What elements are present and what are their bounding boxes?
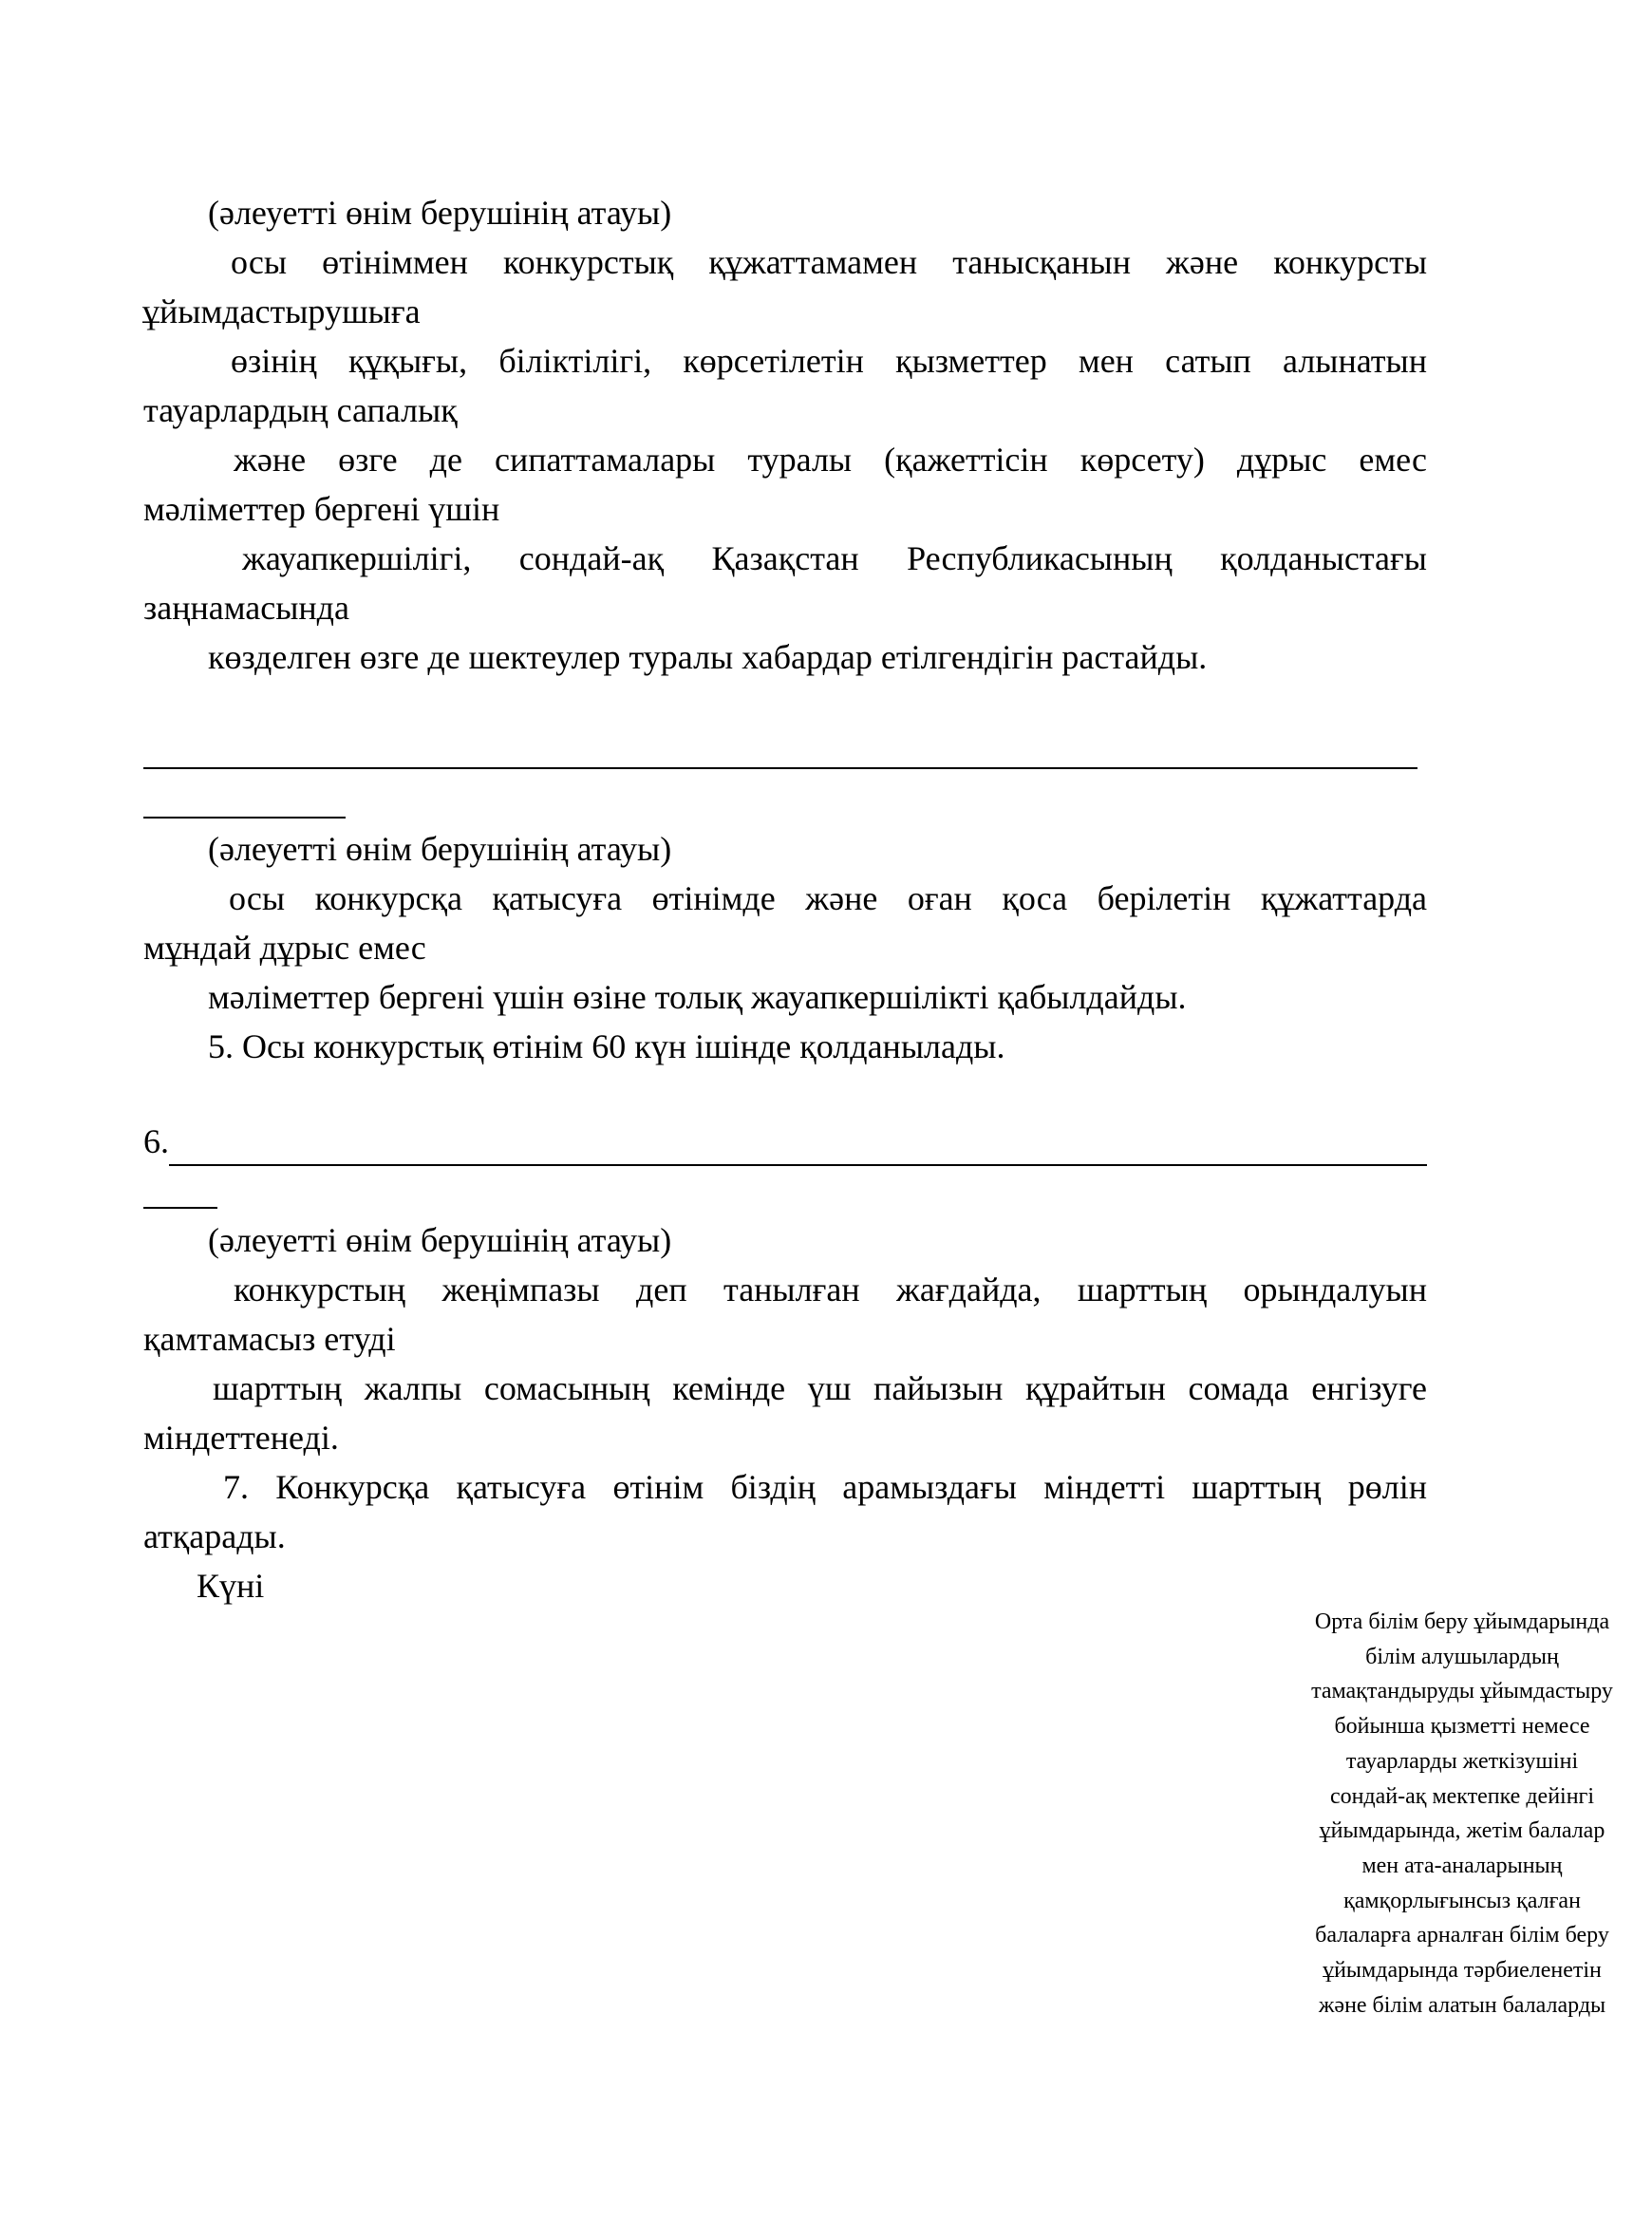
appendix-note-line: сондай-ақ мектепке дейінгі — [1329, 1783, 1595, 1809]
item-6-underline-continuation — [143, 1207, 217, 1209]
signature-underline-continuation — [143, 817, 346, 819]
paragraph-line: тауарлардың сапалық — [143, 391, 458, 429]
paragraph-line: конкурстың жеңімпазы деп танылған жағдайда, шарттың орындалуын — [234, 1270, 1427, 1308]
paragraph-line: ұйымдастырушыға — [142, 292, 421, 330]
appendix-header-note — [1272, 1605, 1652, 2023]
appendix-note-line: мен ата-аналарының — [1361, 1853, 1563, 1878]
paragraph-line: осы өтініммен конкурстық құжаттамамен танысқанын және конкурсты — [231, 243, 1427, 281]
paragraph-line: мұндай дұрыс емес — [143, 929, 426, 967]
supplier-name-caption: (әлеуетті өнім берушінің атауы) — [208, 1221, 672, 1259]
paragraph-line: жауапкершілігі, сондай-ақ Қазақстан Республикасының қолданыстағы — [242, 539, 1427, 577]
signature-underline — [143, 767, 1417, 769]
confirmation-paragraph-3 — [143, 1215, 1427, 1610]
paragraph-line: қамтамасыз етуді — [143, 1320, 396, 1358]
supplier-name-caption: (әлеуетті өнім берушінің атауы) — [208, 830, 672, 868]
item-7-continuation: атқарады. — [143, 1517, 286, 1555]
paragraph-line: осы конкурсқа қатысуға өтінімде және оған қоса берілетін құжаттарда — [229, 879, 1427, 917]
item-6-underline — [169, 1164, 1427, 1166]
date-label: Күні — [197, 1567, 265, 1605]
paragraph-line: шарттың жалпы сомасының кемінде үш пайызын құрайтын сомада енгізуге — [213, 1369, 1427, 1407]
appendix-note-line: бойынша қызметті немесе — [1334, 1714, 1590, 1740]
item-5: 5. Осы конкурстық өтінім 60 күн ішінде қолданылады. — [208, 1027, 1005, 1065]
appendix-note-line: және білім алатын балаларды — [1318, 1992, 1606, 2018]
appendix-note-line: білім алушылардың — [1365, 1644, 1559, 1669]
appendix-note-line: тауарларды жеткізушіні — [1345, 1748, 1579, 1774]
appendix-note-line: ұйымдарында тәрбиеленетін — [1323, 1958, 1602, 1984]
paragraph-line: өзінің құқығы, біліктілігі, көрсетілетін қызметтер мен сатып алынатын — [231, 342, 1427, 380]
appendix-note-line: балаларға арналған білім беру — [1315, 1923, 1609, 1948]
paragraph-line: міндеттенеді. — [143, 1419, 339, 1457]
appendix-note-line: қамқорлығынсыз қалған — [1343, 1888, 1581, 1913]
paragraph-line: заңнамасында — [143, 589, 349, 627]
appendix-note-line: Орта білім беру ұйымдарында — [1314, 1609, 1610, 1634]
appendix-note-line: тамақтандыруды ұйымдастыру — [1311, 1679, 1613, 1704]
confirmation-paragraph-1 — [143, 188, 1427, 682]
supplier-name-caption: (әлеуетті өнім берушінің атауы) — [208, 194, 672, 232]
paragraph-line: мәліметтер бергені үшін өзіне толық жауапкершілікті қабылдайды. — [208, 978, 1187, 1016]
item-7: 7. Конкурсқа қатысуға өтінім біздің арамыздағы міндетті шарттың рөлін — [223, 1468, 1427, 1506]
paragraph-line: көзделген өзге де шектеулер туралы хабардар етілгендігін растайды. — [208, 638, 1208, 676]
item-6-number: 6. — [143, 1122, 169, 1160]
paragraph-line: және өзге де сипаттамалары туралы (қажеттісін көрсету) дұрыс емес — [234, 441, 1427, 479]
appendix-note-line: ұйымдарында, жетім балалар — [1319, 1818, 1605, 1844]
confirmation-paragraph-2 — [143, 824, 1427, 1071]
paragraph-line: мәліметтер бергені үшін — [143, 490, 500, 528]
